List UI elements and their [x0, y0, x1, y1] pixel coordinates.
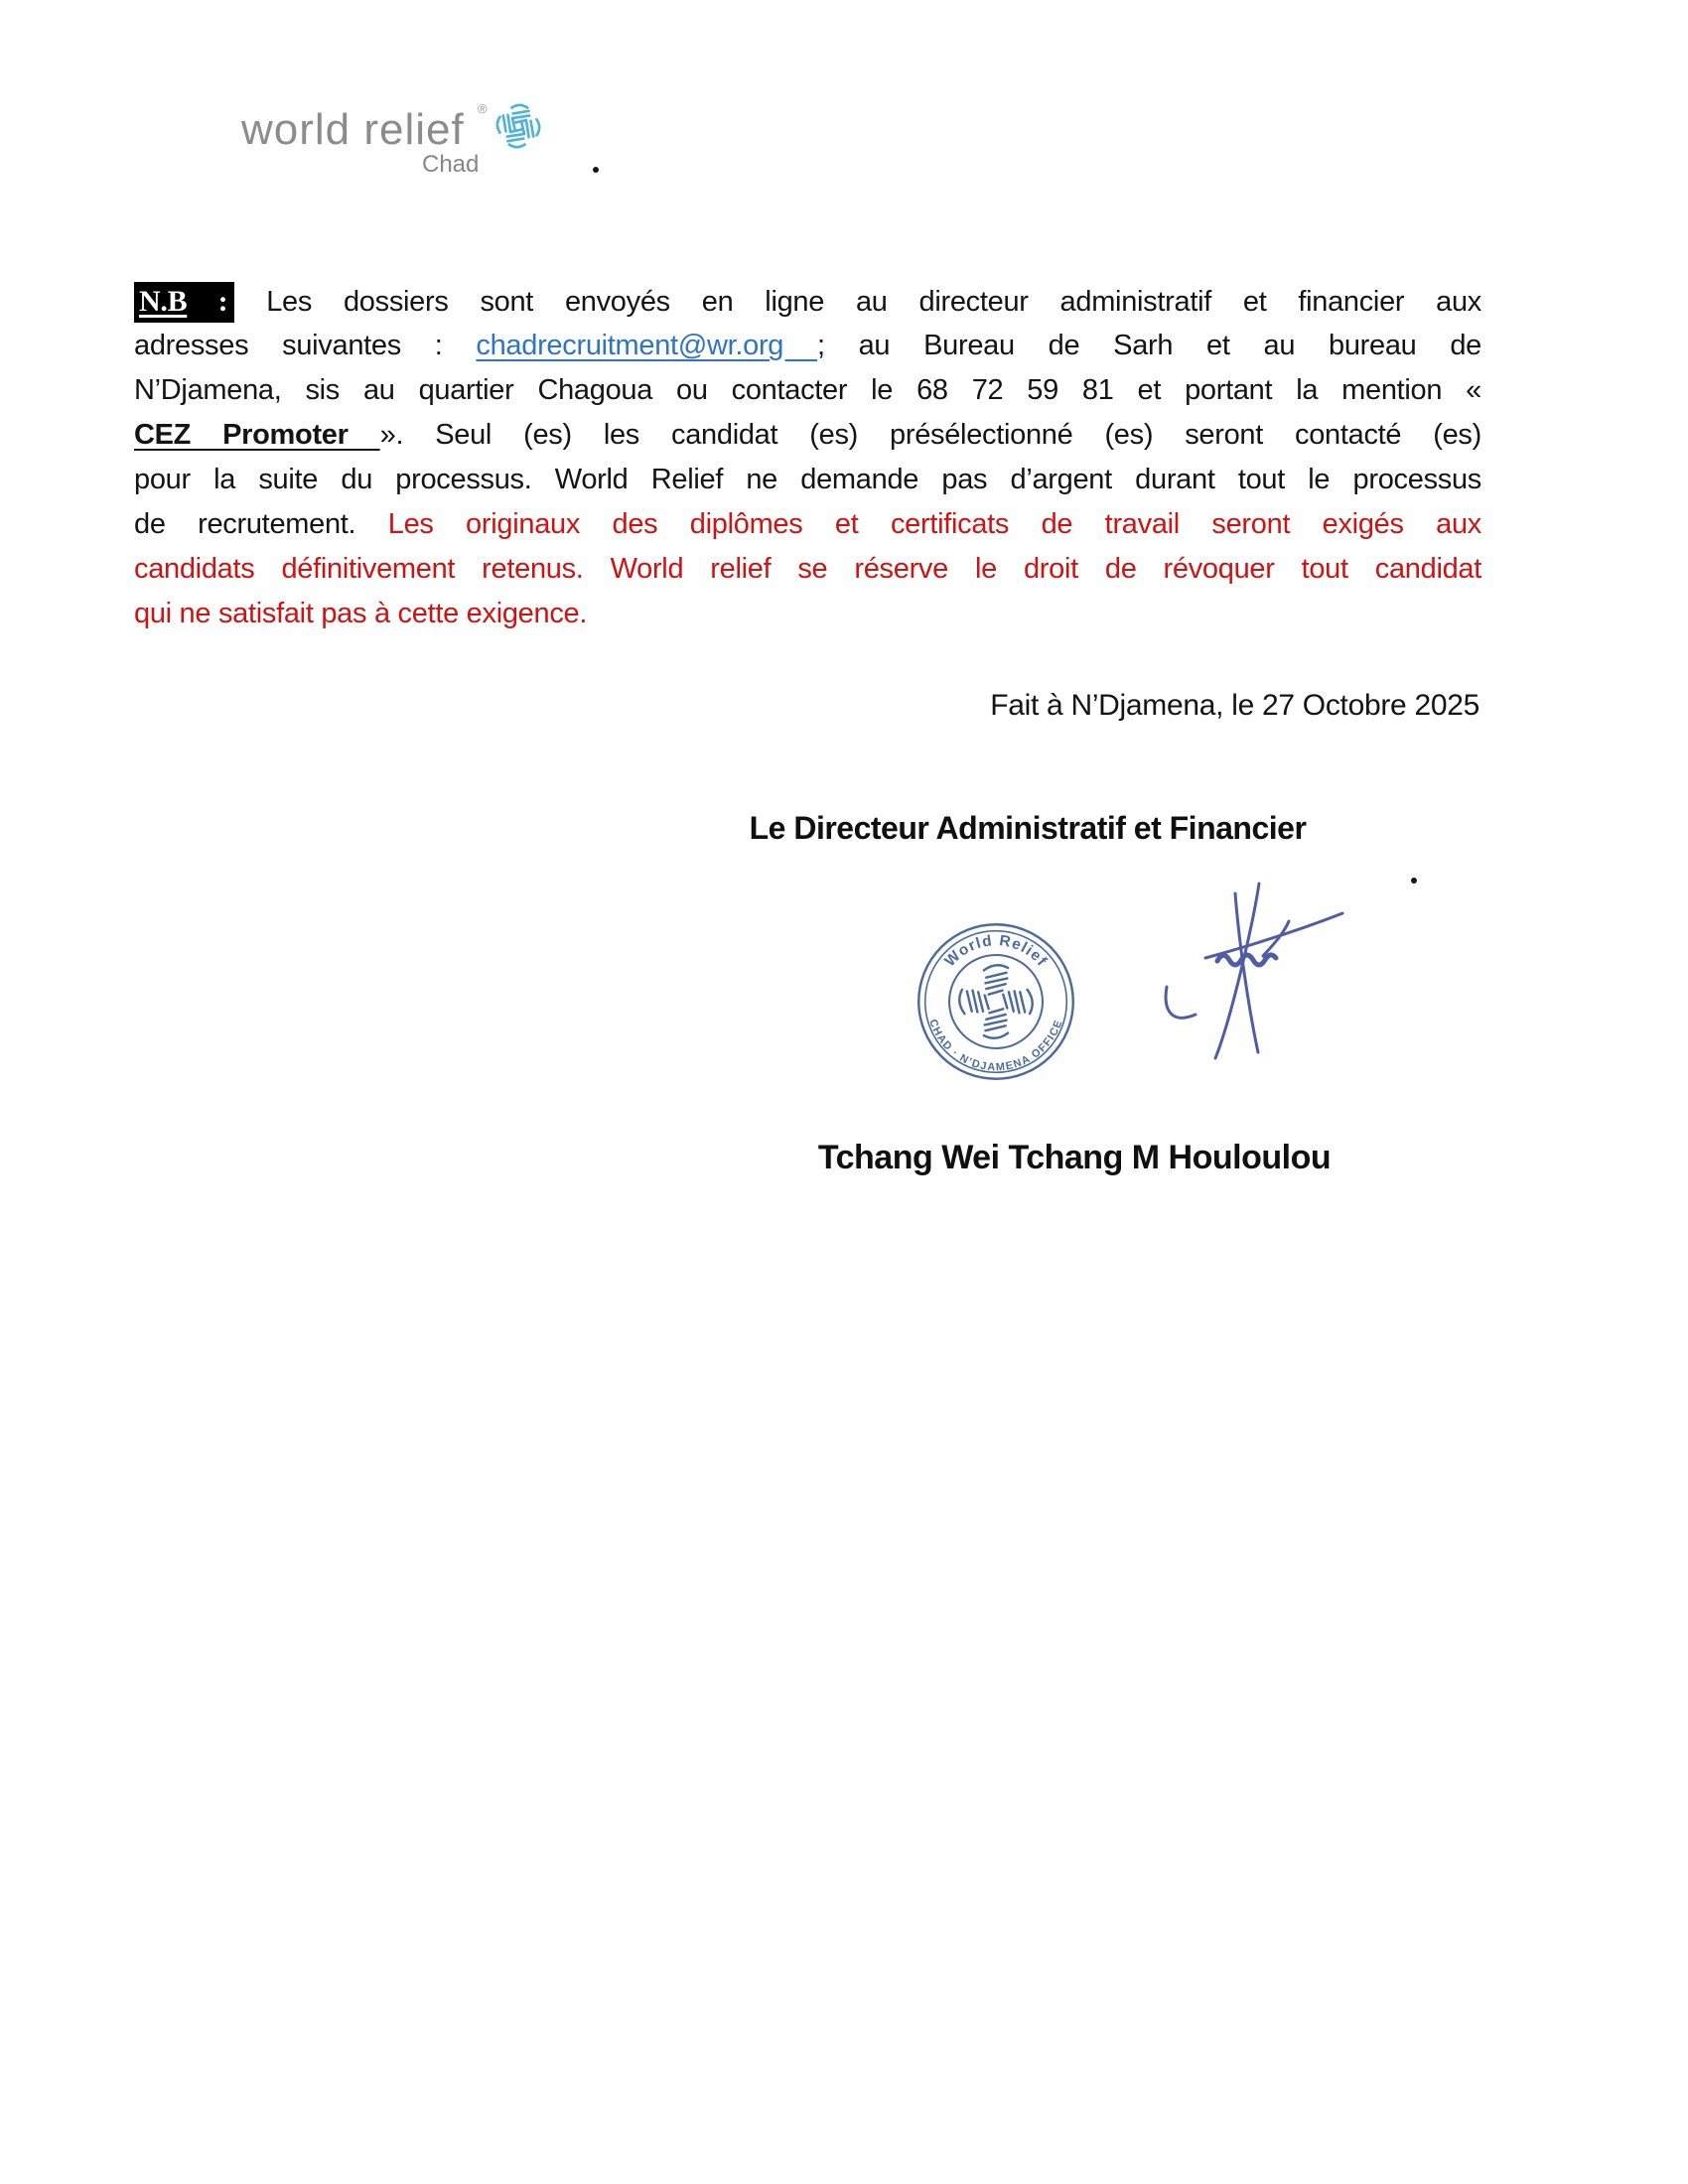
nb-highlight — [134, 282, 234, 323]
body-line — [134, 502, 1481, 547]
nb-colon: : — [187, 285, 228, 318]
warning-text: Les originaux des diplômes et certificats de travail seront exigés aux — [387, 508, 1481, 540]
official-stamp — [915, 921, 1076, 1082]
date-place-line: Fait à N’Djamena, le 27 Octobre 2025 — [990, 689, 1479, 722]
body-text: Les dossiers sont envoyés en ligne au directeur administratif et financier aux — [266, 286, 1482, 318]
body-line — [134, 324, 1481, 368]
stamp-top-text: World Relief — [941, 932, 1052, 971]
stray-dot — [1411, 878, 1417, 884]
body-text: adresses suivantes : — [134, 330, 477, 361]
body-line — [134, 547, 1481, 592]
body-text: de recrutement. — [134, 508, 388, 540]
logo-region-label: Chad — [422, 151, 480, 178]
pinwheel-icon — [486, 93, 551, 159]
body-text: pour la suite du processus. World Relief ne demande pas d’argent durant tout le processus — [134, 464, 1481, 495]
body-text: ; au Bureau de Sarh et au bureau de — [816, 330, 1481, 361]
stray-dot — [593, 167, 599, 173]
nb-label: N.B — [139, 285, 188, 318]
body-line — [134, 592, 1481, 636]
body-line — [134, 413, 1481, 458]
warning-text: candidats définitivement retenus. World relief se réserve le droit de révoquer tout candidat — [134, 553, 1481, 585]
recruitment-email-link[interactable]: chadrecruitment@wr.org — [476, 330, 817, 361]
signatory-name: Tchang Wei Tchang M Houloulou — [817, 1139, 1332, 1176]
stamp-pinwheel-icon — [959, 965, 1032, 1037]
registered-mark: ® — [478, 101, 488, 116]
body-text: N’Djamena, sis au quartier Chagoua ou contacter le 68 72 59 81 et portant la mention « — [134, 374, 1481, 406]
position-name-bold: CEZ Promoter — [134, 419, 380, 451]
body-line — [134, 458, 1481, 502]
body-line — [134, 279, 1481, 324]
body-line — [134, 368, 1481, 413]
stamp-bottom-text: CHAD · N’DJAMENA OFFICE — [926, 1018, 1065, 1074]
body-text: ». Seul (es) les candidat (es) présélectionné (es) seront contacté (es) — [379, 419, 1481, 451]
svg-text:CHAD · N’DJAMENA OFFICE — [926, 1018, 1065, 1073]
signatory-title: Le Directeur Administratif et Financier — [749, 810, 1307, 846]
logo-wordmark: world relief — [241, 105, 465, 154]
signature-scribble — [1112, 862, 1350, 1075]
warning-text: qui ne satisfait pas à cette exigence. — [134, 598, 588, 629]
notice-paragraph — [134, 279, 1481, 636]
